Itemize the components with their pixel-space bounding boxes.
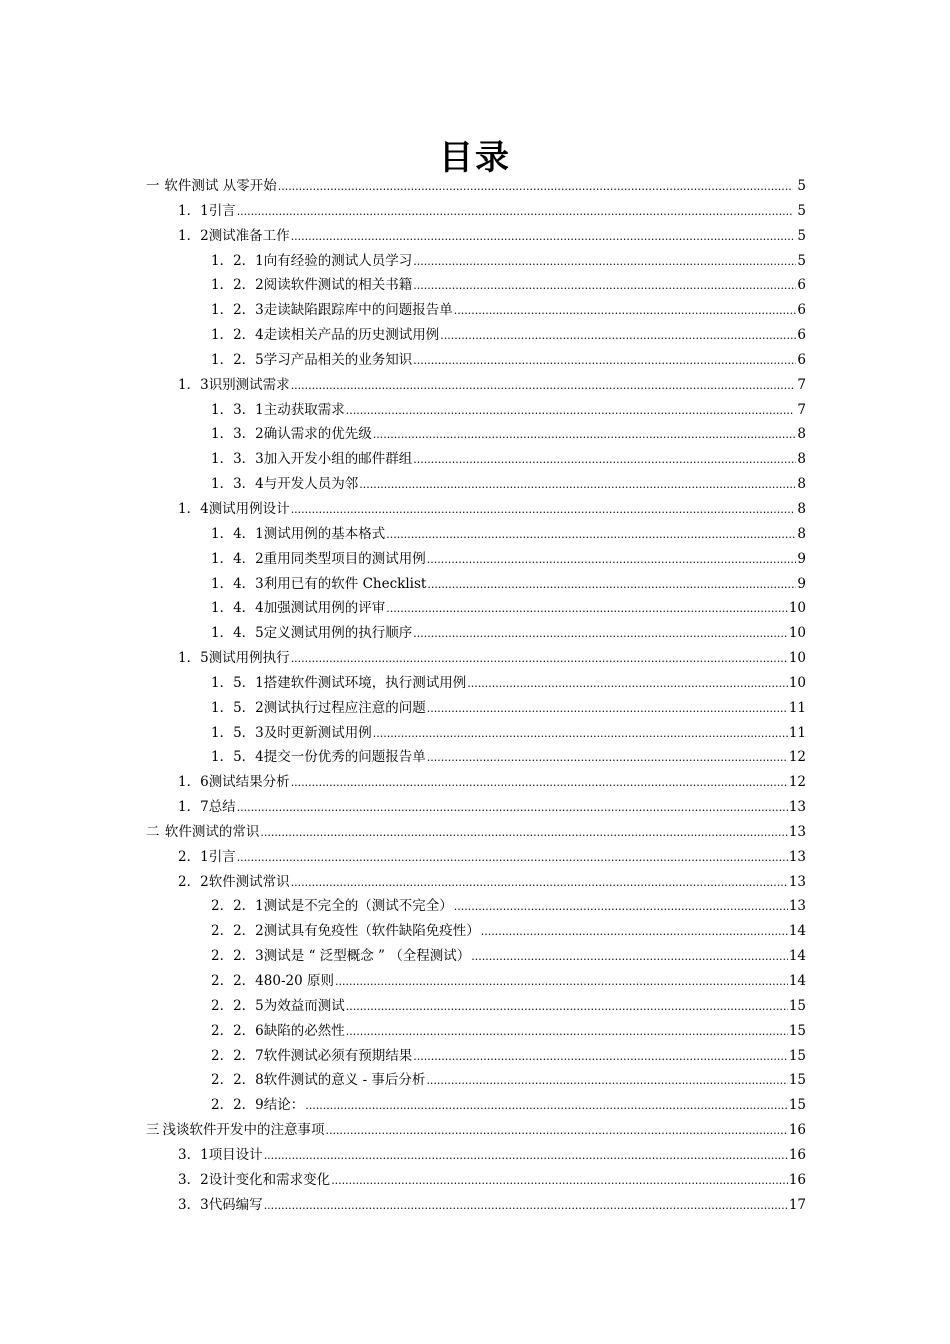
toc-entry-title: 软件测试常识	[208, 873, 290, 890]
toc-entry-number: 3．2	[178, 1171, 209, 1188]
toc-entry-page-number: 9	[797, 575, 806, 592]
toc-entry-title: 软件测试的意义 - 事后分析	[263, 1072, 426, 1089]
toc-entry-page-number: 9	[797, 550, 806, 567]
toc-entry-page-number: 8	[797, 500, 806, 517]
toc-entry[interactable]	[0, 721, 950, 746]
toc-entry[interactable]	[0, 795, 950, 820]
toc-entry[interactable]	[0, 1143, 950, 1168]
toc-entry[interactable]	[0, 1044, 950, 1069]
toc-entry-title: 软件测试必须有预期结果	[263, 1047, 413, 1064]
table-of-contents	[0, 174, 950, 1217]
toc-entry[interactable]	[0, 994, 950, 1019]
toc-entry-title: 测试具有免疫性（软件缺陷免疫性）	[263, 923, 480, 940]
toc-entry-page-number: 14	[788, 948, 806, 965]
toc-entry-title: 主动获取需求	[263, 401, 345, 418]
toc-entry-title: 加强测试用例的评审	[263, 600, 386, 617]
toc-entry-page-number: 8	[797, 476, 806, 493]
toc-entry-title: 结论：	[263, 1097, 305, 1114]
toc-dot-leader	[237, 795, 788, 821]
toc-entry[interactable]	[0, 249, 950, 274]
toc-dot-leader	[413, 273, 796, 299]
toc-entry-page-number: 15	[788, 1097, 806, 1114]
toc-entry-page-number: 12	[788, 749, 806, 766]
toc-dot-leader	[291, 646, 788, 672]
toc-dot-leader	[335, 969, 788, 995]
toc-entry-number: 1．3	[178, 376, 209, 393]
toc-entry-number: 2．2．2	[211, 923, 264, 940]
toc-entry-number: 1．4．3	[211, 575, 264, 592]
toc-entry-number: 1．5．3	[211, 724, 264, 741]
toc-entry-number: 1．3．1	[211, 401, 264, 418]
toc-entry-title: 引言	[208, 202, 236, 219]
toc-dot-leader	[291, 373, 793, 399]
toc-dot-leader	[481, 919, 788, 945]
toc-entry-number: 1．2．5	[211, 351, 264, 368]
toc-entry-page-number: 17	[788, 1196, 806, 1213]
toc-dot-leader	[427, 696, 788, 722]
toc-entry-page-number: 13	[788, 799, 806, 816]
toc-entry[interactable]	[0, 547, 950, 572]
toc-entry[interactable]	[0, 174, 950, 199]
toc-entry[interactable]	[0, 1193, 950, 1218]
toc-entry-number: 1．2．3	[211, 302, 264, 319]
toc-entry-title: 搭建软件测试环境，执行测试用例	[263, 674, 467, 691]
toc-dot-leader	[413, 249, 796, 275]
toc-entry[interactable]	[0, 646, 950, 671]
toc-entry-title: 向有经验的测试人员学习	[263, 252, 413, 269]
toc-entry-number: 3．3	[178, 1196, 209, 1213]
toc-dot-leader	[373, 422, 795, 448]
toc-entry-number: 2．1	[178, 848, 209, 865]
toc-entry-number: 1．5．1	[211, 674, 264, 691]
toc-entry-number: 1．5．4	[211, 749, 264, 766]
toc-dot-leader	[291, 497, 793, 523]
toc-entry-title: 阅读软件测试的相关书籍	[263, 277, 413, 294]
toc-entry-page-number: 13	[788, 873, 806, 890]
toc-entry-title: 测试用例执行	[208, 650, 290, 667]
toc-entry-page-number: 8	[797, 525, 806, 542]
toc-entry-page-number: 15	[788, 1047, 806, 1064]
toc-entry-page-number: 6	[797, 327, 806, 344]
toc-entry-page-number: 8	[797, 451, 806, 468]
toc-entry[interactable]	[0, 373, 950, 398]
toc-dot-leader	[454, 894, 788, 920]
toc-entry[interactable]	[0, 522, 950, 547]
toc-entry-title: 代码编写	[208, 1196, 263, 1213]
toc-entry-title: 缺陷的必然性	[263, 1022, 345, 1039]
toc-dot-leader	[237, 845, 788, 871]
toc-dot-leader	[427, 745, 788, 771]
toc-dot-leader	[373, 721, 788, 747]
toc-entry-title: 测试是 “ 泛型概念 ” （全程测试）	[263, 948, 471, 965]
toc-entry-page-number: 15	[788, 997, 806, 1014]
toc-entry-number: 1．7	[178, 799, 209, 816]
toc-entry-title: 重用同类型项目的测试用例	[263, 550, 426, 567]
toc-dot-leader	[331, 1168, 788, 1194]
toc-entry[interactable]	[0, 1168, 950, 1193]
toc-entry-title: 测试结果分析	[208, 774, 290, 791]
toc-entry[interactable]	[0, 323, 950, 348]
toc-entry-page-number: 5	[797, 202, 806, 219]
toc-entry-number: 1．2．1	[211, 252, 264, 269]
toc-dot-leader	[278, 174, 793, 200]
toc-entry[interactable]	[0, 398, 950, 423]
toc-entry-number: 1．2．4	[211, 327, 264, 344]
toc-entry-number: 1．3．4	[211, 476, 264, 493]
toc-dot-leader	[427, 572, 796, 598]
toc-entry-title: 提交一份优秀的问题报告单	[263, 749, 426, 766]
toc-entry-title: 软件测试 从零开始	[164, 178, 277, 194]
toc-dot-leader	[426, 1068, 787, 1094]
toc-dot-leader	[471, 944, 788, 970]
toc-entry-number: 1．4．4	[211, 600, 264, 617]
toc-dot-leader	[427, 547, 796, 573]
toc-entry[interactable]	[0, 696, 950, 721]
toc-entry-number: 2．2．5	[211, 997, 264, 1014]
toc-dot-leader	[260, 820, 787, 846]
toc-entry-page-number: 6	[797, 302, 806, 319]
toc-dot-leader	[291, 770, 788, 796]
toc-entry-page-number: 6	[797, 351, 806, 368]
toc-entry-page-number: 10	[788, 650, 806, 667]
toc-entry-title: 及时更新测试用例	[263, 724, 372, 741]
toc-entry-page-number: 8	[797, 426, 806, 443]
toc-entry-title: 测试执行过程应注意的问题	[263, 699, 426, 716]
toc-entry-page-number: 16	[788, 1171, 806, 1188]
toc-entry[interactable]	[0, 348, 950, 373]
toc-entry-page-number: 13	[788, 898, 806, 915]
toc-entry-title: 识别测试需求	[208, 376, 290, 393]
toc-entry[interactable]	[0, 820, 950, 845]
toc-entry[interactable]	[0, 870, 950, 895]
toc-dot-leader	[291, 870, 788, 896]
toc-entry[interactable]	[0, 745, 950, 770]
toc-entry[interactable]	[0, 621, 950, 646]
toc-dot-leader	[264, 1143, 788, 1169]
toc-entry[interactable]	[0, 447, 950, 472]
toc-entry[interactable]	[0, 572, 950, 597]
toc-entry-number: 3．1	[178, 1146, 209, 1163]
toc-entry[interactable]	[0, 273, 950, 298]
toc-dot-leader	[413, 621, 788, 647]
toc-entry-number: 一	[146, 178, 160, 194]
toc-entry-number: 1．2．2	[211, 277, 264, 294]
toc-entry-number: 二	[146, 823, 160, 840]
toc-entry-page-number: 5	[797, 252, 806, 269]
toc-entry-page-number: 15	[788, 1072, 806, 1089]
toc-entry[interactable]	[0, 497, 950, 522]
toc-entry-title: 浅谈软件开发中的注意事项	[162, 1122, 325, 1139]
toc-entry-title: 总结	[208, 799, 236, 816]
toc-entry-page-number: 15	[788, 1022, 806, 1039]
toc-entry-number: 1．4．1	[211, 525, 264, 542]
toc-entry-title: 项目设计	[208, 1146, 263, 1163]
toc-entry[interactable]	[0, 472, 950, 497]
toc-entry-number: 1．4．5	[211, 625, 264, 642]
toc-entry-title: 测试用例设计	[208, 500, 290, 517]
toc-entry-page-number: 10	[788, 674, 806, 691]
toc-entry-title: 软件测试的常识	[164, 823, 260, 840]
toc-dot-leader	[386, 522, 795, 548]
toc-entry-number: 2．2．8	[211, 1072, 264, 1089]
toc-entry-page-number: 7	[797, 376, 806, 393]
toc-entry-title: 与开发人员为邻	[263, 476, 359, 493]
toc-entry-title: 利用已有的软件 Checklist	[263, 575, 427, 592]
toc-dot-leader	[454, 298, 797, 324]
toc-dot-leader	[346, 994, 788, 1020]
toc-dot-leader	[326, 1118, 788, 1144]
toc-entry-title: 测试是不完全的（测试不完全）	[263, 898, 453, 915]
toc-dot-leader	[413, 1044, 788, 1070]
toc-entry-title: 测试准备工作	[208, 227, 290, 244]
toc-entry[interactable]	[0, 298, 950, 323]
toc-entry-number: 1．4．2	[211, 550, 264, 567]
toc-dot-leader	[467, 671, 788, 697]
toc-entry[interactable]	[0, 671, 950, 696]
toc-entry[interactable]	[0, 944, 950, 969]
toc-entry[interactable]	[0, 1019, 950, 1044]
toc-entry-title: 引言	[208, 848, 236, 865]
toc-entry-page-number: 13	[788, 848, 806, 865]
toc-entry-page-number: 16	[788, 1122, 806, 1139]
toc-entry[interactable]	[0, 199, 950, 224]
toc-dot-leader	[413, 447, 796, 473]
toc-entry-page-number: 14	[788, 923, 806, 940]
toc-dot-leader	[305, 1093, 788, 1119]
toc-entry-page-number: 16	[788, 1146, 806, 1163]
toc-entry[interactable]	[0, 1068, 950, 1093]
toc-entry-title: 学习产品相关的业务知识	[263, 351, 413, 368]
toc-entry[interactable]	[0, 596, 950, 621]
toc-entry-page-number: 7	[797, 401, 806, 418]
toc-dot-leader	[264, 1193, 788, 1219]
toc-entry-title: 设计变化和需求变化	[208, 1171, 331, 1188]
toc-dot-leader	[440, 323, 796, 349]
toc-dot-leader	[359, 472, 794, 498]
toc-entry-title: 定义测试用例的执行顺序	[263, 625, 413, 642]
toc-entry-number: 2．2．7	[211, 1047, 264, 1064]
toc-entry-title: 走读相关产品的历史测试用例	[263, 327, 440, 344]
toc-entry[interactable]	[0, 845, 950, 870]
toc-entry-number: 2．2．9	[211, 1097, 264, 1114]
toc-entry-number: 2．2．4	[211, 973, 264, 989]
toc-entry-title: 确认需求的优先级	[263, 426, 372, 443]
toc-entry[interactable]	[0, 422, 950, 447]
toc-entry-number: 1．3．3	[211, 451, 264, 468]
toc-entry[interactable]	[0, 1093, 950, 1118]
toc-entry-page-number: 5	[797, 178, 806, 194]
toc-entry-page-number: 5	[797, 227, 806, 244]
toc-entry-title: 为效益而测试	[263, 997, 345, 1014]
toc-entry-number: 1．3．2	[211, 426, 264, 443]
page-title: 目录	[439, 138, 511, 178]
toc-entry-page-number: 11	[788, 724, 806, 741]
toc-dot-leader	[413, 348, 796, 374]
toc-entry-page-number: 6	[797, 277, 806, 294]
toc-entry-number: 2．2．3	[211, 948, 264, 965]
toc-entry-number: 2．2．6	[211, 1022, 264, 1039]
toc-entry-title: 80-20 原则	[263, 973, 334, 989]
toc-entry[interactable]	[0, 969, 950, 994]
toc-entry-number: 1．1	[178, 202, 209, 219]
toc-entry-title: 测试用例的基本格式	[263, 525, 386, 542]
toc-entry[interactable]	[0, 770, 950, 795]
toc-entry-number: 1．5．2	[211, 699, 264, 716]
toc-entry[interactable]	[0, 894, 950, 919]
toc-entry-page-number: 12	[788, 774, 806, 791]
toc-entry[interactable]	[0, 1118, 950, 1143]
toc-entry-number: 1．5	[178, 650, 209, 667]
toc-entry-page-number: 13	[788, 823, 806, 840]
toc-dot-leader	[346, 398, 795, 424]
toc-entry-number: 1．6	[178, 774, 209, 791]
toc-entry-title: 加入开发小组的邮件群组	[263, 451, 413, 468]
toc-entry-number: 2．2．1	[211, 898, 264, 915]
toc-dot-leader	[237, 199, 792, 225]
toc-entry-page-number: 10	[788, 600, 806, 617]
toc-entry[interactable]	[0, 224, 950, 249]
toc-entry-number: 2．2	[178, 873, 209, 890]
toc-entry-number: 1．2	[178, 227, 209, 244]
toc-dot-leader	[291, 224, 793, 250]
toc-entry[interactable]	[0, 919, 950, 944]
toc-entry-page-number: 11	[788, 699, 806, 716]
toc-entry-number: 1．4	[178, 500, 209, 517]
toc-entry-page-number: 10	[788, 625, 806, 642]
toc-dot-leader	[386, 596, 788, 622]
toc-dot-leader	[346, 1019, 788, 1045]
toc-entry-title: 走读缺陷跟踪库中的问题报告单	[263, 302, 453, 319]
toc-entry-number: 三	[146, 1122, 160, 1139]
toc-entry-page-number: 14	[788, 973, 806, 989]
